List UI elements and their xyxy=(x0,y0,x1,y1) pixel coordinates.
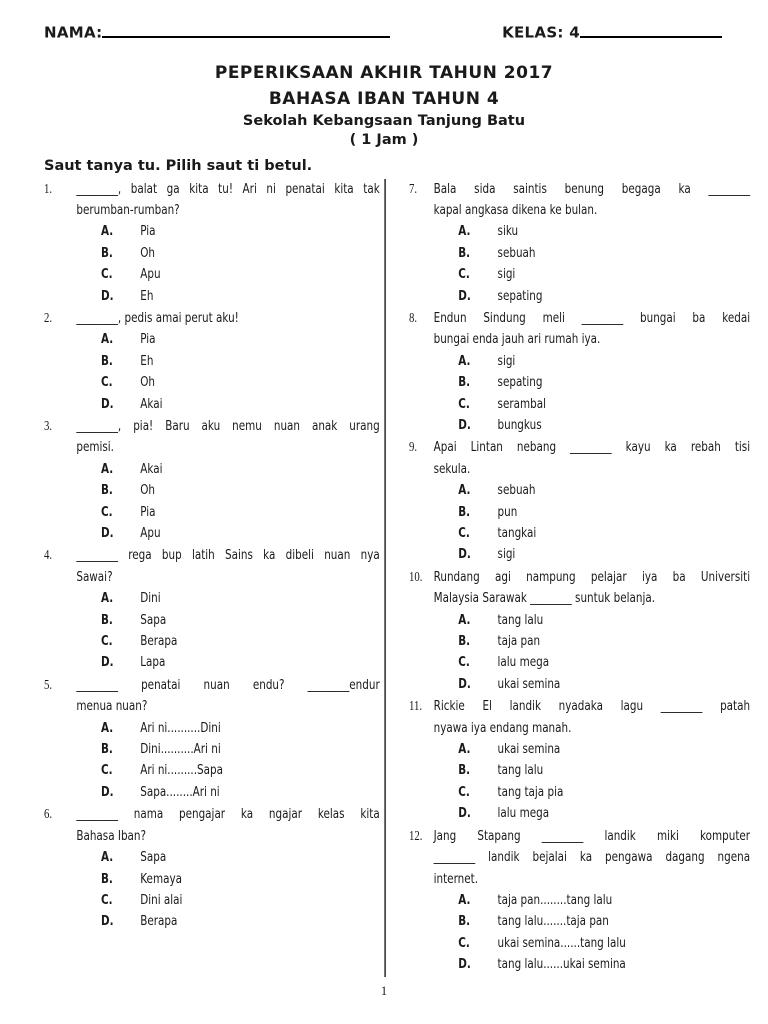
question-number: 2. xyxy=(44,310,53,326)
question-3-option-d xyxy=(101,523,380,544)
option-letter: D. xyxy=(100,783,114,800)
question-8-option-b xyxy=(458,372,750,393)
question-number: 3. xyxy=(44,418,53,434)
option-letter: A. xyxy=(458,223,471,240)
question-11 xyxy=(409,696,750,824)
question-text-line: ________, pedis amai perut aku! xyxy=(76,309,239,326)
option-text: Sapa xyxy=(140,611,167,628)
option-text: siku xyxy=(497,223,519,240)
question-4-option-d xyxy=(101,652,380,673)
question-10-option-a xyxy=(458,610,750,631)
option-text: pun xyxy=(497,503,518,520)
nama-label: NAMA: xyxy=(44,23,103,42)
kelas-field xyxy=(502,22,722,42)
option-letter: D. xyxy=(100,525,114,541)
option-text: Akai xyxy=(140,460,163,477)
question-1-option-d xyxy=(101,286,380,307)
title-block xyxy=(0,60,768,150)
question-6-option-a xyxy=(101,847,380,868)
question-12-option-c xyxy=(458,933,750,954)
option-text: Sapa xyxy=(140,849,167,866)
option-text: Berapa xyxy=(140,633,178,650)
question-6-option-b xyxy=(101,869,380,890)
option-letter: D. xyxy=(100,395,114,412)
question-11-option-c xyxy=(458,782,750,803)
option-text: Eh xyxy=(140,352,154,369)
option-text: sigi xyxy=(497,546,516,563)
question-text-line: bungai enda jauh ari rumah iya. xyxy=(433,331,601,348)
option-text: Sapa........Ari ni xyxy=(140,783,220,800)
question-number: 10. xyxy=(408,569,423,585)
option-letter: B. xyxy=(100,352,113,369)
option-letter: B. xyxy=(100,741,113,758)
question-5-option-d xyxy=(101,782,380,803)
option-text: Berapa xyxy=(140,913,178,930)
option-letter: B. xyxy=(458,244,471,261)
option-text: lalu mega xyxy=(497,654,550,671)
exam-subject: BAHASA IBAN TAHUN 4 xyxy=(268,88,500,109)
instruction-text: Saut tanya tu. Pilih saut ti betul. xyxy=(44,157,313,174)
option-text: ukai semina xyxy=(497,675,561,692)
option-letter: C. xyxy=(100,503,113,520)
option-text: lalu mega xyxy=(497,805,550,822)
question-text-line: Rundang agi nampung pelajar iya ba Universiti xyxy=(433,568,751,585)
option-text: Apu xyxy=(140,525,161,541)
school-name: Sekolah Kebangsaan Tanjung Batu xyxy=(242,112,526,129)
option-letter: B. xyxy=(100,482,113,499)
question-8-option-a xyxy=(458,351,750,372)
option-letter: D. xyxy=(458,416,471,433)
option-letter: A. xyxy=(458,611,471,628)
question-text-line: ________ landik bejalai ka pengawa dagang ngena xyxy=(433,849,751,866)
question-3-option-b xyxy=(101,480,380,501)
option-text: Dini..........Ari ni xyxy=(140,741,221,758)
question-text-line: Bahasa Iban? xyxy=(76,827,147,844)
option-text: serambal xyxy=(497,395,546,412)
option-letter: A. xyxy=(100,590,114,607)
question-number: 12. xyxy=(408,828,423,844)
question-number: 5. xyxy=(44,677,53,693)
question-text-line: menua nuan? xyxy=(76,698,148,715)
question-5-option-a xyxy=(101,718,380,739)
question-11-option-d xyxy=(458,803,750,824)
question-5-option-c xyxy=(101,760,380,781)
option-text: sepating xyxy=(497,374,543,391)
option-text: tang lalu xyxy=(497,762,544,779)
option-letter: D. xyxy=(100,654,114,671)
option-text: Pia xyxy=(140,503,156,520)
option-text: tang taja pia xyxy=(497,783,564,800)
question-1 xyxy=(44,179,380,307)
question-number: 9. xyxy=(408,440,418,456)
option-text: sepating xyxy=(497,287,543,304)
question-text-line: ________ penatai nuan endu? ________endur xyxy=(76,676,380,693)
question-11-option-b xyxy=(458,760,750,781)
question-number: 11. xyxy=(408,699,423,715)
question-4 xyxy=(44,545,380,673)
question-5-option-b xyxy=(101,739,380,760)
question-12-option-b xyxy=(458,911,750,932)
question-text-line: Endun Sindung meli ________ bungai ba kedai xyxy=(433,309,751,326)
question-6-option-c xyxy=(101,890,380,911)
option-letter: C. xyxy=(100,374,113,391)
question-7-option-a xyxy=(458,221,750,242)
question-9-option-c xyxy=(458,523,750,544)
option-letter: C. xyxy=(100,891,113,908)
question-10-option-b xyxy=(458,631,750,652)
question-1-option-b xyxy=(101,243,380,264)
option-letter: C. xyxy=(458,783,470,800)
option-text: Akai xyxy=(140,395,163,412)
option-letter: D. xyxy=(100,913,114,930)
question-2-option-a xyxy=(101,329,380,350)
option-letter: C. xyxy=(458,525,470,541)
question-9-option-b xyxy=(458,502,750,523)
question-number: 7. xyxy=(408,181,418,197)
question-9-option-a xyxy=(458,480,750,501)
question-text-line: Apai Lintan nebang ________ kayu ka rebah tisi xyxy=(433,439,751,456)
question-text-line: pemisi. xyxy=(76,439,114,456)
question-5 xyxy=(44,675,380,803)
question-3-option-a xyxy=(101,459,380,480)
question-number: 1. xyxy=(44,181,53,197)
option-letter: B. xyxy=(100,611,113,628)
question-4-option-a xyxy=(101,588,380,609)
question-6-option-d xyxy=(101,911,380,932)
option-text: sebuah xyxy=(497,482,536,499)
option-letter: A. xyxy=(100,331,114,348)
option-letter: A. xyxy=(458,891,471,908)
option-text: tangkai xyxy=(497,525,537,541)
question-text-line: ________ nama pengajar ka ngajar kelas kita xyxy=(76,806,380,823)
question-text-line: berumban-rumban? xyxy=(76,201,180,218)
question-text-line: Rickie El landik nyadaka lagu ________ patah xyxy=(433,698,751,715)
option-text: Dini alai xyxy=(140,891,183,908)
question-text-line: Bala sida saintis benung begaga ka ________ xyxy=(433,180,751,197)
questions-column-right xyxy=(386,179,750,977)
option-text: Pia xyxy=(140,223,156,240)
option-letter: A. xyxy=(100,849,114,866)
option-letter: D. xyxy=(100,287,114,304)
option-text: tang lalu.......taja pan xyxy=(497,913,609,930)
question-1-option-c xyxy=(101,264,380,285)
question-2-option-c xyxy=(101,372,380,393)
option-letter: C. xyxy=(458,266,470,283)
question-8 xyxy=(409,308,750,436)
question-4-option-b xyxy=(101,610,380,631)
option-text: ukai semina xyxy=(497,741,561,758)
option-text: sigi xyxy=(497,266,516,283)
option-text: Oh xyxy=(140,374,156,391)
questions-column-left xyxy=(44,179,384,977)
question-text-line: Malaysia Sarawak ________ suntuk belanja. xyxy=(433,590,656,607)
option-letter: D. xyxy=(458,956,471,973)
option-text: bungkus xyxy=(497,416,542,433)
question-6 xyxy=(44,804,380,932)
question-text-line: ________, balat ga kita tu! Ari ni penatai kita tak xyxy=(76,180,380,197)
question-text-line: Jang Stapang ________ landik miki komputer xyxy=(433,827,751,844)
option-text: Dini xyxy=(140,590,161,607)
option-text: sebuah xyxy=(497,244,536,261)
option-text: Eh xyxy=(140,287,154,304)
question-12-option-d xyxy=(458,954,750,975)
option-letter: D. xyxy=(458,675,471,692)
question-8-option-c xyxy=(458,394,750,415)
question-3-option-c xyxy=(101,502,380,523)
option-letter: B. xyxy=(458,374,471,391)
question-text-line: nyawa iya endang manah. xyxy=(433,719,572,736)
option-letter: C. xyxy=(458,395,470,412)
option-text: taja pan........tang lalu xyxy=(497,891,613,908)
option-letter: A. xyxy=(458,741,471,758)
question-2 xyxy=(44,308,380,415)
option-text: tang lalu xyxy=(497,611,544,628)
option-letter: C. xyxy=(100,633,113,650)
option-letter: C. xyxy=(100,762,113,779)
question-2-option-b xyxy=(101,351,380,372)
option-letter: B. xyxy=(100,870,113,887)
option-text: ukai semina......tang lalu xyxy=(497,934,626,951)
question-text-line: kapal angkasa dikena ke bulan. xyxy=(433,201,598,218)
option-text: tang lalu......ukai semina xyxy=(497,956,626,973)
question-10-option-d xyxy=(458,674,750,695)
header xyxy=(44,22,722,42)
question-7-option-c xyxy=(458,264,750,285)
question-number: 6. xyxy=(44,807,53,823)
nama-field xyxy=(44,22,390,42)
option-letter: A. xyxy=(458,482,471,499)
question-text-line: Sawai? xyxy=(76,568,113,585)
question-9 xyxy=(409,437,750,565)
question-12 xyxy=(409,826,750,976)
question-12-option-a xyxy=(458,890,750,911)
option-text: Lapa xyxy=(140,654,166,671)
option-letter: C. xyxy=(100,266,113,283)
option-text: Pia xyxy=(140,331,156,348)
exam-paper-page xyxy=(0,22,768,1024)
option-letter: C. xyxy=(458,654,470,671)
question-number: 4. xyxy=(44,548,53,564)
option-text: Apu xyxy=(140,266,161,283)
option-letter: A. xyxy=(100,223,114,240)
kelas-blank-line xyxy=(580,22,722,38)
question-3 xyxy=(44,416,380,544)
option-letter: C. xyxy=(458,934,470,951)
option-text: sigi xyxy=(497,352,516,369)
question-7 xyxy=(409,179,750,307)
question-11-option-a xyxy=(458,739,750,760)
option-text: Kemaya xyxy=(140,870,182,887)
option-letter: B. xyxy=(458,633,471,650)
option-text: Oh xyxy=(140,482,156,499)
kelas-label: KELAS: xyxy=(502,23,564,42)
question-2-option-d xyxy=(101,394,380,415)
option-letter: B. xyxy=(458,503,471,520)
option-text: taja pan xyxy=(497,633,541,650)
question-10 xyxy=(409,567,750,695)
question-text-line: internet. xyxy=(433,870,479,887)
option-letter: A. xyxy=(100,460,114,477)
question-text-line: ________ rega bup latih Sains ka dibeli nuan nya xyxy=(76,547,380,564)
option-letter: D. xyxy=(458,805,471,822)
kelas-value: 4 xyxy=(569,23,580,42)
questions-area xyxy=(44,179,750,977)
question-7-option-b xyxy=(458,243,750,264)
option-text: Ari ni.........Sapa xyxy=(140,762,223,779)
option-letter: B. xyxy=(458,913,471,930)
question-1-option-a xyxy=(101,221,380,242)
option-letter: B. xyxy=(100,244,113,261)
page-number: 1 xyxy=(380,983,388,998)
question-7-option-d xyxy=(458,286,750,307)
option-letter: D. xyxy=(458,287,471,304)
question-8-option-d xyxy=(458,415,750,436)
exam-duration: ( 1 Jam ) xyxy=(349,131,419,148)
question-number: 8. xyxy=(408,310,418,326)
question-text-line: sekula. xyxy=(433,460,471,477)
option-letter: B. xyxy=(458,762,471,779)
option-letter: D. xyxy=(458,546,471,563)
option-text: Ari ni..........Dini xyxy=(140,719,221,736)
nama-blank-line xyxy=(102,22,390,38)
exam-title: PEPERIKSAAN AKHIR TAHUN 2017 xyxy=(214,62,554,83)
question-10-option-c xyxy=(458,652,750,673)
option-text: Oh xyxy=(140,244,156,261)
option-letter: A. xyxy=(458,352,471,369)
question-9-option-d xyxy=(458,544,750,565)
question-4-option-c xyxy=(101,631,380,652)
question-text-line: ________, pia! Baru aku nemu nuan anak urang xyxy=(76,417,380,434)
option-letter: A. xyxy=(100,719,114,736)
